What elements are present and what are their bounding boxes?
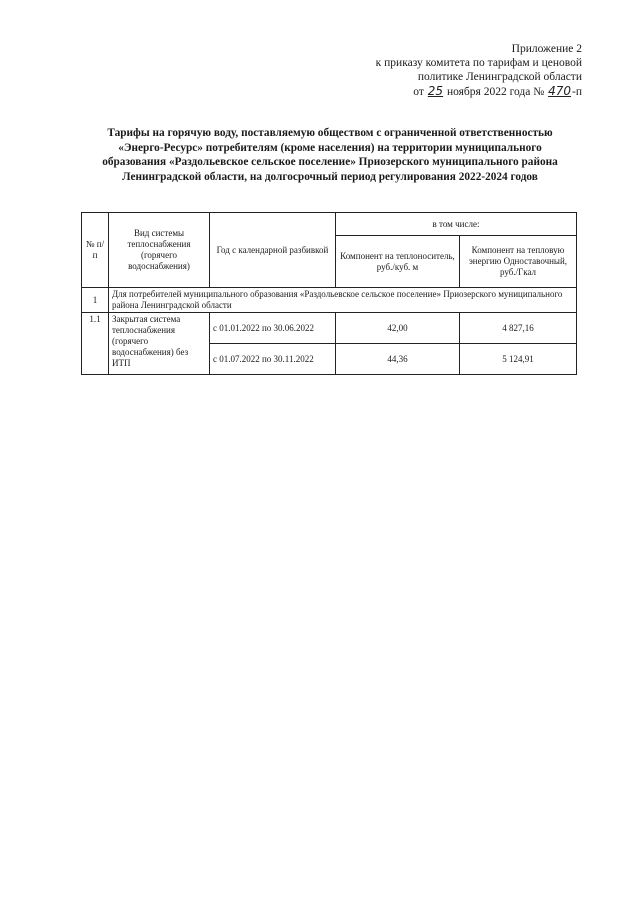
item-system: Закрытая система теплоснабжения (горячего водоснабжения) без ИТП [109, 313, 210, 375]
title-line-2: «Энерго-Ресурс» потребителям (кроме населения) на территории муниципального [118, 141, 542, 154]
coolant-cell: 42,00 [336, 313, 460, 344]
handwritten-number: 470 [548, 84, 572, 98]
appendix-date-line [376, 84, 582, 99]
document-title [70, 126, 590, 184]
appendix-title: Приложение 2 [511, 43, 582, 55]
header-energy: Компонент на тепловую энергию Одноставочный, руб./Гкал [460, 236, 577, 288]
title-line-3: образования «Раздольевское сельское поселение» Приозерского муниципального района [102, 156, 558, 168]
energy-cell: 4 827,16 [460, 313, 577, 344]
number-suffix: -п [572, 86, 582, 98]
appendix-header [376, 42, 582, 99]
period-cell: с 01.07.2022 по 30.11.2022 [210, 344, 336, 375]
energy-cell: 5 124,91 [460, 344, 577, 375]
period-cell: с 01.01.2022 по 30.06.2022 [210, 313, 336, 344]
coolant-cell: 44,36 [336, 344, 460, 375]
title-line-1: Тарифы на горячую воду, поставляемую обществом с ограниченной ответственностью [107, 127, 553, 139]
header-including: в том числе: [336, 213, 577, 236]
header-coolant: Компонент на теплоноситель, руб./куб. м [336, 236, 460, 288]
appendix-committee-line: политике Ленинградской области [417, 71, 582, 83]
table-row [82, 313, 577, 344]
header-row [82, 213, 577, 236]
handwritten-day: 25 [427, 84, 444, 98]
header-year: Год с календарной разбивкой [210, 213, 336, 288]
item-num: 1.1 [82, 313, 109, 375]
date-prefix: от [413, 86, 424, 98]
tariff-table [81, 212, 577, 375]
header-system: Вид системы теплоснабжения (горячего водоснабжения) [109, 213, 210, 288]
date-middle: ноября 2022 года № [446, 86, 545, 98]
appendix-order-line: к приказу комитета по тарифам и ценовой [375, 57, 582, 69]
group-row [82, 288, 577, 313]
title-line-4: Ленинградской области, на долгосрочный период регулирования 2022-2024 годов [122, 170, 538, 183]
group-num: 1 [82, 288, 109, 313]
group-text: Для потребителей муниципального образования «Раздольевское сельское поселение» Приозерского муниципального района Ленинградской области [109, 288, 577, 313]
header-num: № п/п [82, 213, 109, 288]
